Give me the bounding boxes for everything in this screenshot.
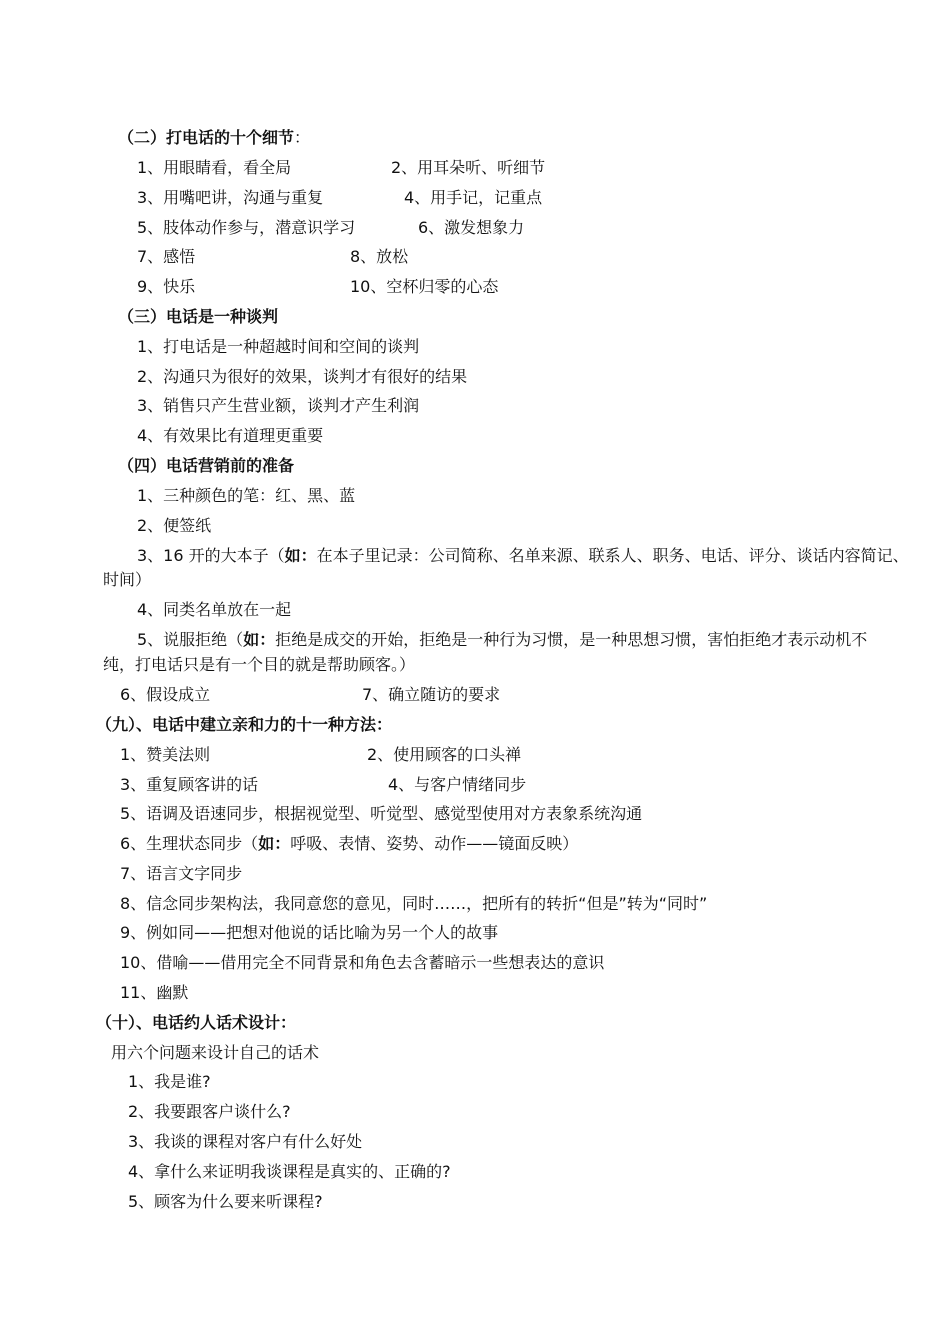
list-item: 9、例如同——把想对他说的话比喻为另一个人的故事 bbox=[120, 923, 499, 942]
list-item: 7、语言文字同步 bbox=[120, 864, 243, 883]
list-item: 3、用嘴吧讲，沟通与重复 bbox=[137, 188, 324, 207]
section-3-heading: （三）电话是一种谈判 bbox=[118, 307, 279, 326]
list-item: 5、语调及语速同步，根据视觉型、听觉型、感觉型使用对方表象系统沟通 bbox=[120, 804, 643, 823]
list-item: 3、销售只产生营业额，谈判才产生利润 bbox=[137, 396, 420, 415]
list-item: 7、感悟 bbox=[137, 247, 196, 266]
list-item: 5、顾客为什么要来听课程? bbox=[128, 1192, 323, 1211]
list-item: 10、空杯归零的心态 bbox=[350, 277, 499, 296]
section-10-intro: 用六个问题来设计自己的话术 bbox=[111, 1043, 320, 1062]
list-item: 1、三种颜色的笔：红、黑、蓝 bbox=[137, 486, 356, 505]
list-item: 1、用眼睛看，看全局 bbox=[137, 158, 292, 177]
list-item: 4、同类名单放在一起 bbox=[137, 600, 292, 619]
list-item: 3、重复顾客讲的话 bbox=[120, 775, 259, 794]
section-2-heading: （二）打电话的十个细节： bbox=[118, 128, 311, 147]
list-item: 7、确立随访的要求 bbox=[362, 685, 501, 704]
list-item: 5、肢体动作参与，潜意识学习 bbox=[137, 218, 356, 237]
list-item: 2、用耳朵听、听细节 bbox=[391, 158, 546, 177]
list-item: 3、我谈的课程对客户有什么好处 bbox=[128, 1132, 363, 1151]
list-item: 4、与客户情绪同步 bbox=[388, 775, 527, 794]
list-item: 10、借喻——借用完全不同背景和角色去含蓄暗示一些想表达的意识 bbox=[120, 953, 605, 972]
list-item: 3、16 开的大本子（如：在本子里记录：公司简称、名单来源、联系人、职务、电话、评分、谈话内容简记、 bbox=[137, 546, 909, 565]
list-item: 1、我是谁? bbox=[128, 1072, 211, 1091]
list-item: 4、用手记，记重点 bbox=[404, 188, 543, 207]
list-item: 6、激发想象力 bbox=[418, 218, 525, 237]
list-item: 4、有效果比有道理更重要 bbox=[137, 426, 324, 445]
list-item: 9、快乐 bbox=[137, 277, 196, 296]
list-item: 2、沟通只为很好的效果，谈判才有很好的结果 bbox=[137, 367, 468, 386]
list-item: 11、幽默 bbox=[120, 983, 189, 1002]
list-item: 6、生理状态同步（如：呼吸、表情、姿势、动作——镜面反映） bbox=[120, 834, 579, 853]
section-10-heading: （十）、电话约人话术设计： bbox=[96, 1013, 297, 1032]
list-item: 1、打电话是一种超越时间和空间的谈判 bbox=[137, 337, 420, 356]
list-item: 6、假设成立 bbox=[120, 685, 211, 704]
list-item: 2、我要跟客户谈什么? bbox=[128, 1102, 291, 1121]
list-item: 1、赞美法则 bbox=[120, 745, 211, 764]
list-item-continuation: 纯，打电话只是有一个目的就是帮助顾客。） bbox=[103, 655, 416, 674]
section-9-heading: （九）、电话中建立亲和力的十一种方法： bbox=[96, 715, 393, 734]
list-item: 2、使用顾客的口头禅 bbox=[367, 745, 522, 764]
list-item: 4、拿什么来证明我谈课程是真实的、正确的? bbox=[128, 1162, 451, 1181]
list-item: 8、信念同步架构法，我同意您的意见，同时……，把所有的转折“但是”转为“同时” bbox=[120, 894, 708, 913]
list-item: 2、便签纸 bbox=[137, 516, 212, 535]
list-item: 5、说服拒绝（如：拒绝是成交的开始，拒绝是一种行为习惯，是一种思想习惯，害怕拒绝才表示动机不 bbox=[137, 630, 868, 649]
list-item-continuation: 时间） bbox=[103, 570, 152, 589]
list-item: 8、放松 bbox=[350, 247, 409, 266]
section-4-heading: （四）电话营销前的准备 bbox=[118, 456, 295, 475]
